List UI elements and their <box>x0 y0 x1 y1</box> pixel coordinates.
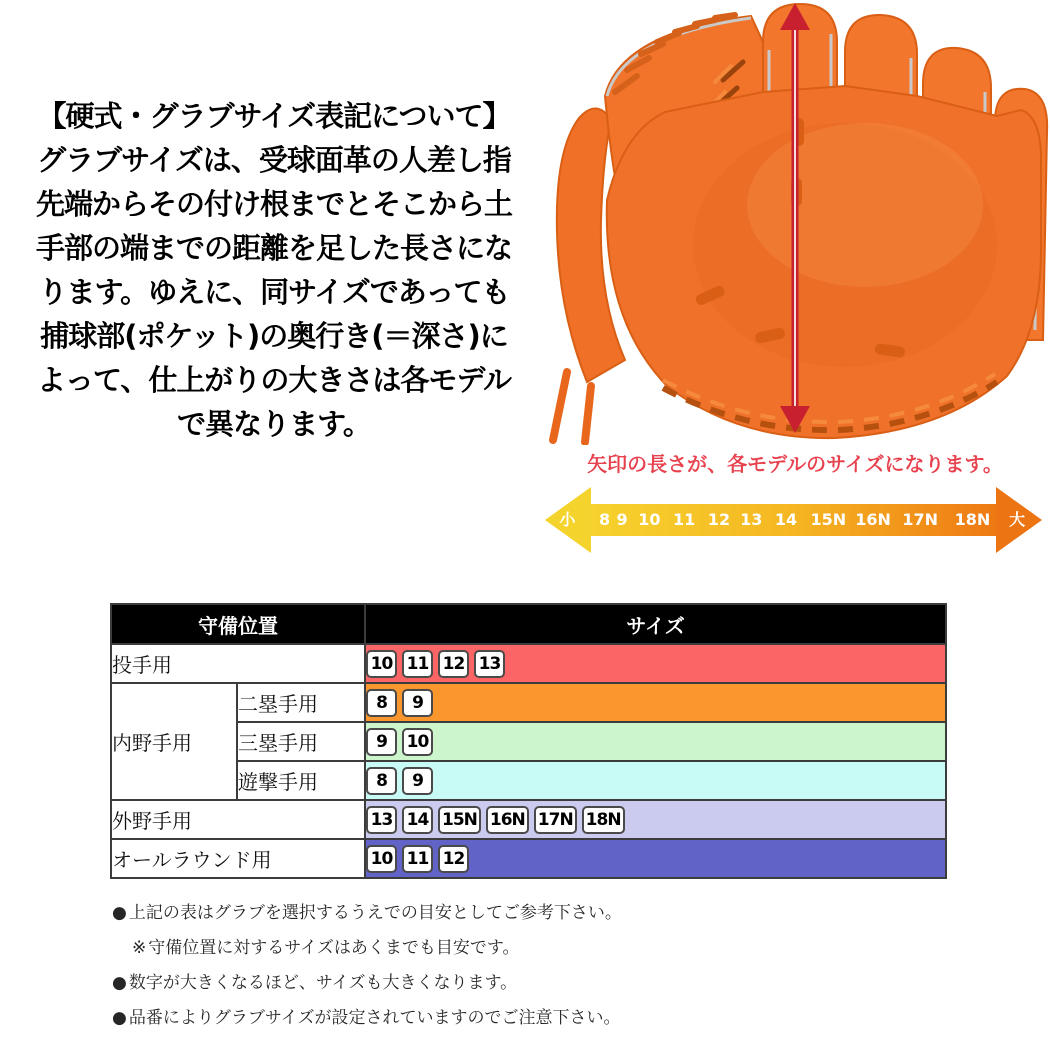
size-badge: 12 <box>438 845 469 873</box>
note-bullet-icon: ● <box>112 903 127 923</box>
size-badge: 13 <box>474 650 505 678</box>
note-text: 品番によりグラブサイズが設定されていますのでご注意下さい。 <box>128 1008 621 1028</box>
size-badge: 10 <box>366 845 397 873</box>
scale-label: 8 <box>599 510 611 529</box>
notes <box>112 902 622 1042</box>
size-badge: 16N <box>486 806 529 834</box>
intro-line: グラブサイズは、受球面革の人差し指 <box>37 143 511 177</box>
scale-label: 14 <box>774 510 798 529</box>
table-row <box>111 839 946 878</box>
header-position: 守備位置 <box>111 604 365 644</box>
note-bullet-icon: ● <box>112 1008 127 1028</box>
size-badge: 18N <box>582 806 625 834</box>
note-line <box>112 1007 622 1029</box>
size-badge: 9 <box>402 767 433 795</box>
table-header-row <box>111 604 946 644</box>
intro-line: 【硬式・グラブサイズ表記について】 <box>37 99 511 133</box>
size-table <box>110 603 947 879</box>
size-badge: 15N <box>438 806 481 834</box>
table-row <box>111 800 946 839</box>
size-badge: 17N <box>534 806 577 834</box>
size-badge: 8 <box>366 767 397 795</box>
size-badges-cell <box>365 683 946 722</box>
intro-text <box>0 94 548 446</box>
scale-label: 13 <box>740 510 763 529</box>
arrow-caption: 矢印の長さが、各モデルのサイズになります。 <box>587 452 1003 476</box>
size-badges-cell <box>365 644 946 683</box>
size-badge: 14 <box>402 806 433 834</box>
position-cell: 三塁手用 <box>237 722 365 761</box>
note-line <box>112 972 622 994</box>
position-cell: 二塁手用 <box>237 683 365 722</box>
intro-line: ります。ゆえに、同サイズであっても <box>38 275 510 309</box>
size-badge: 11 <box>402 650 433 678</box>
intro-line: 先端からその付け根までとそこから土 <box>35 187 512 221</box>
note-bullet-icon: ※ <box>132 938 147 958</box>
scale-label: 小 <box>559 510 576 529</box>
scale-label: 15N <box>810 510 847 529</box>
glove-palm <box>607 86 1041 438</box>
table-row <box>111 722 946 761</box>
scale-label: 10 <box>638 510 661 529</box>
size-badge: 9 <box>366 728 397 756</box>
size-badge: 8 <box>366 689 397 717</box>
position-cell: 投手用 <box>111 644 365 683</box>
position-cell: オールラウンド用 <box>111 839 365 878</box>
intro-line: で異なります。 <box>177 407 371 441</box>
note-line <box>112 937 622 959</box>
table-row <box>111 683 946 722</box>
table-row <box>111 761 946 800</box>
size-badges-cell <box>365 839 946 878</box>
scale-label: 11 <box>673 510 696 529</box>
size-badges-cell <box>365 800 946 839</box>
position-group-cell: 内野手用 <box>111 683 237 800</box>
size-badges-cell <box>365 761 946 800</box>
scale-label: 大 <box>1009 510 1026 529</box>
size-badge: 11 <box>402 845 433 873</box>
intro-line: よって、仕上がりの大きさは各モデル <box>37 363 511 397</box>
note-text: 守備位置に対するサイズはあくまでも目安です。 <box>148 938 520 958</box>
intro-line: 捕球部(ポケット)の奥行き(＝深さ)に <box>40 319 508 353</box>
scale-label: 9 <box>616 510 628 529</box>
note-bullet-icon: ● <box>112 973 127 993</box>
glove-illustration <box>545 0 1050 445</box>
size-badges-cell <box>365 722 946 761</box>
scale-label: 16N <box>855 510 891 529</box>
size-badge: 10 <box>402 728 433 756</box>
note-text: 数字が大きくなるほど、サイズも大きくなります。 <box>128 973 518 993</box>
scale-label: 17N <box>902 510 939 529</box>
size-scale <box>545 487 1042 553</box>
intro-line: 手部の端までの距離を足した長さにな <box>35 231 512 265</box>
note-text: 上記の表はグラブを選択するうえでの目安としてご参考下さい。 <box>128 903 622 923</box>
glove-image <box>545 0 1050 445</box>
size-badge: 13 <box>366 806 397 834</box>
position-cell: 外野手用 <box>111 800 365 839</box>
size-badge: 9 <box>402 689 433 717</box>
size-badge: 10 <box>366 650 397 678</box>
size-badge: 12 <box>438 650 469 678</box>
header-size: サイズ <box>365 604 946 644</box>
scale-label: 12 <box>707 510 731 529</box>
scale-label: 18N <box>954 510 991 529</box>
table-row <box>111 644 946 683</box>
position-cell: 遊撃手用 <box>237 761 365 800</box>
note-line <box>112 902 622 924</box>
